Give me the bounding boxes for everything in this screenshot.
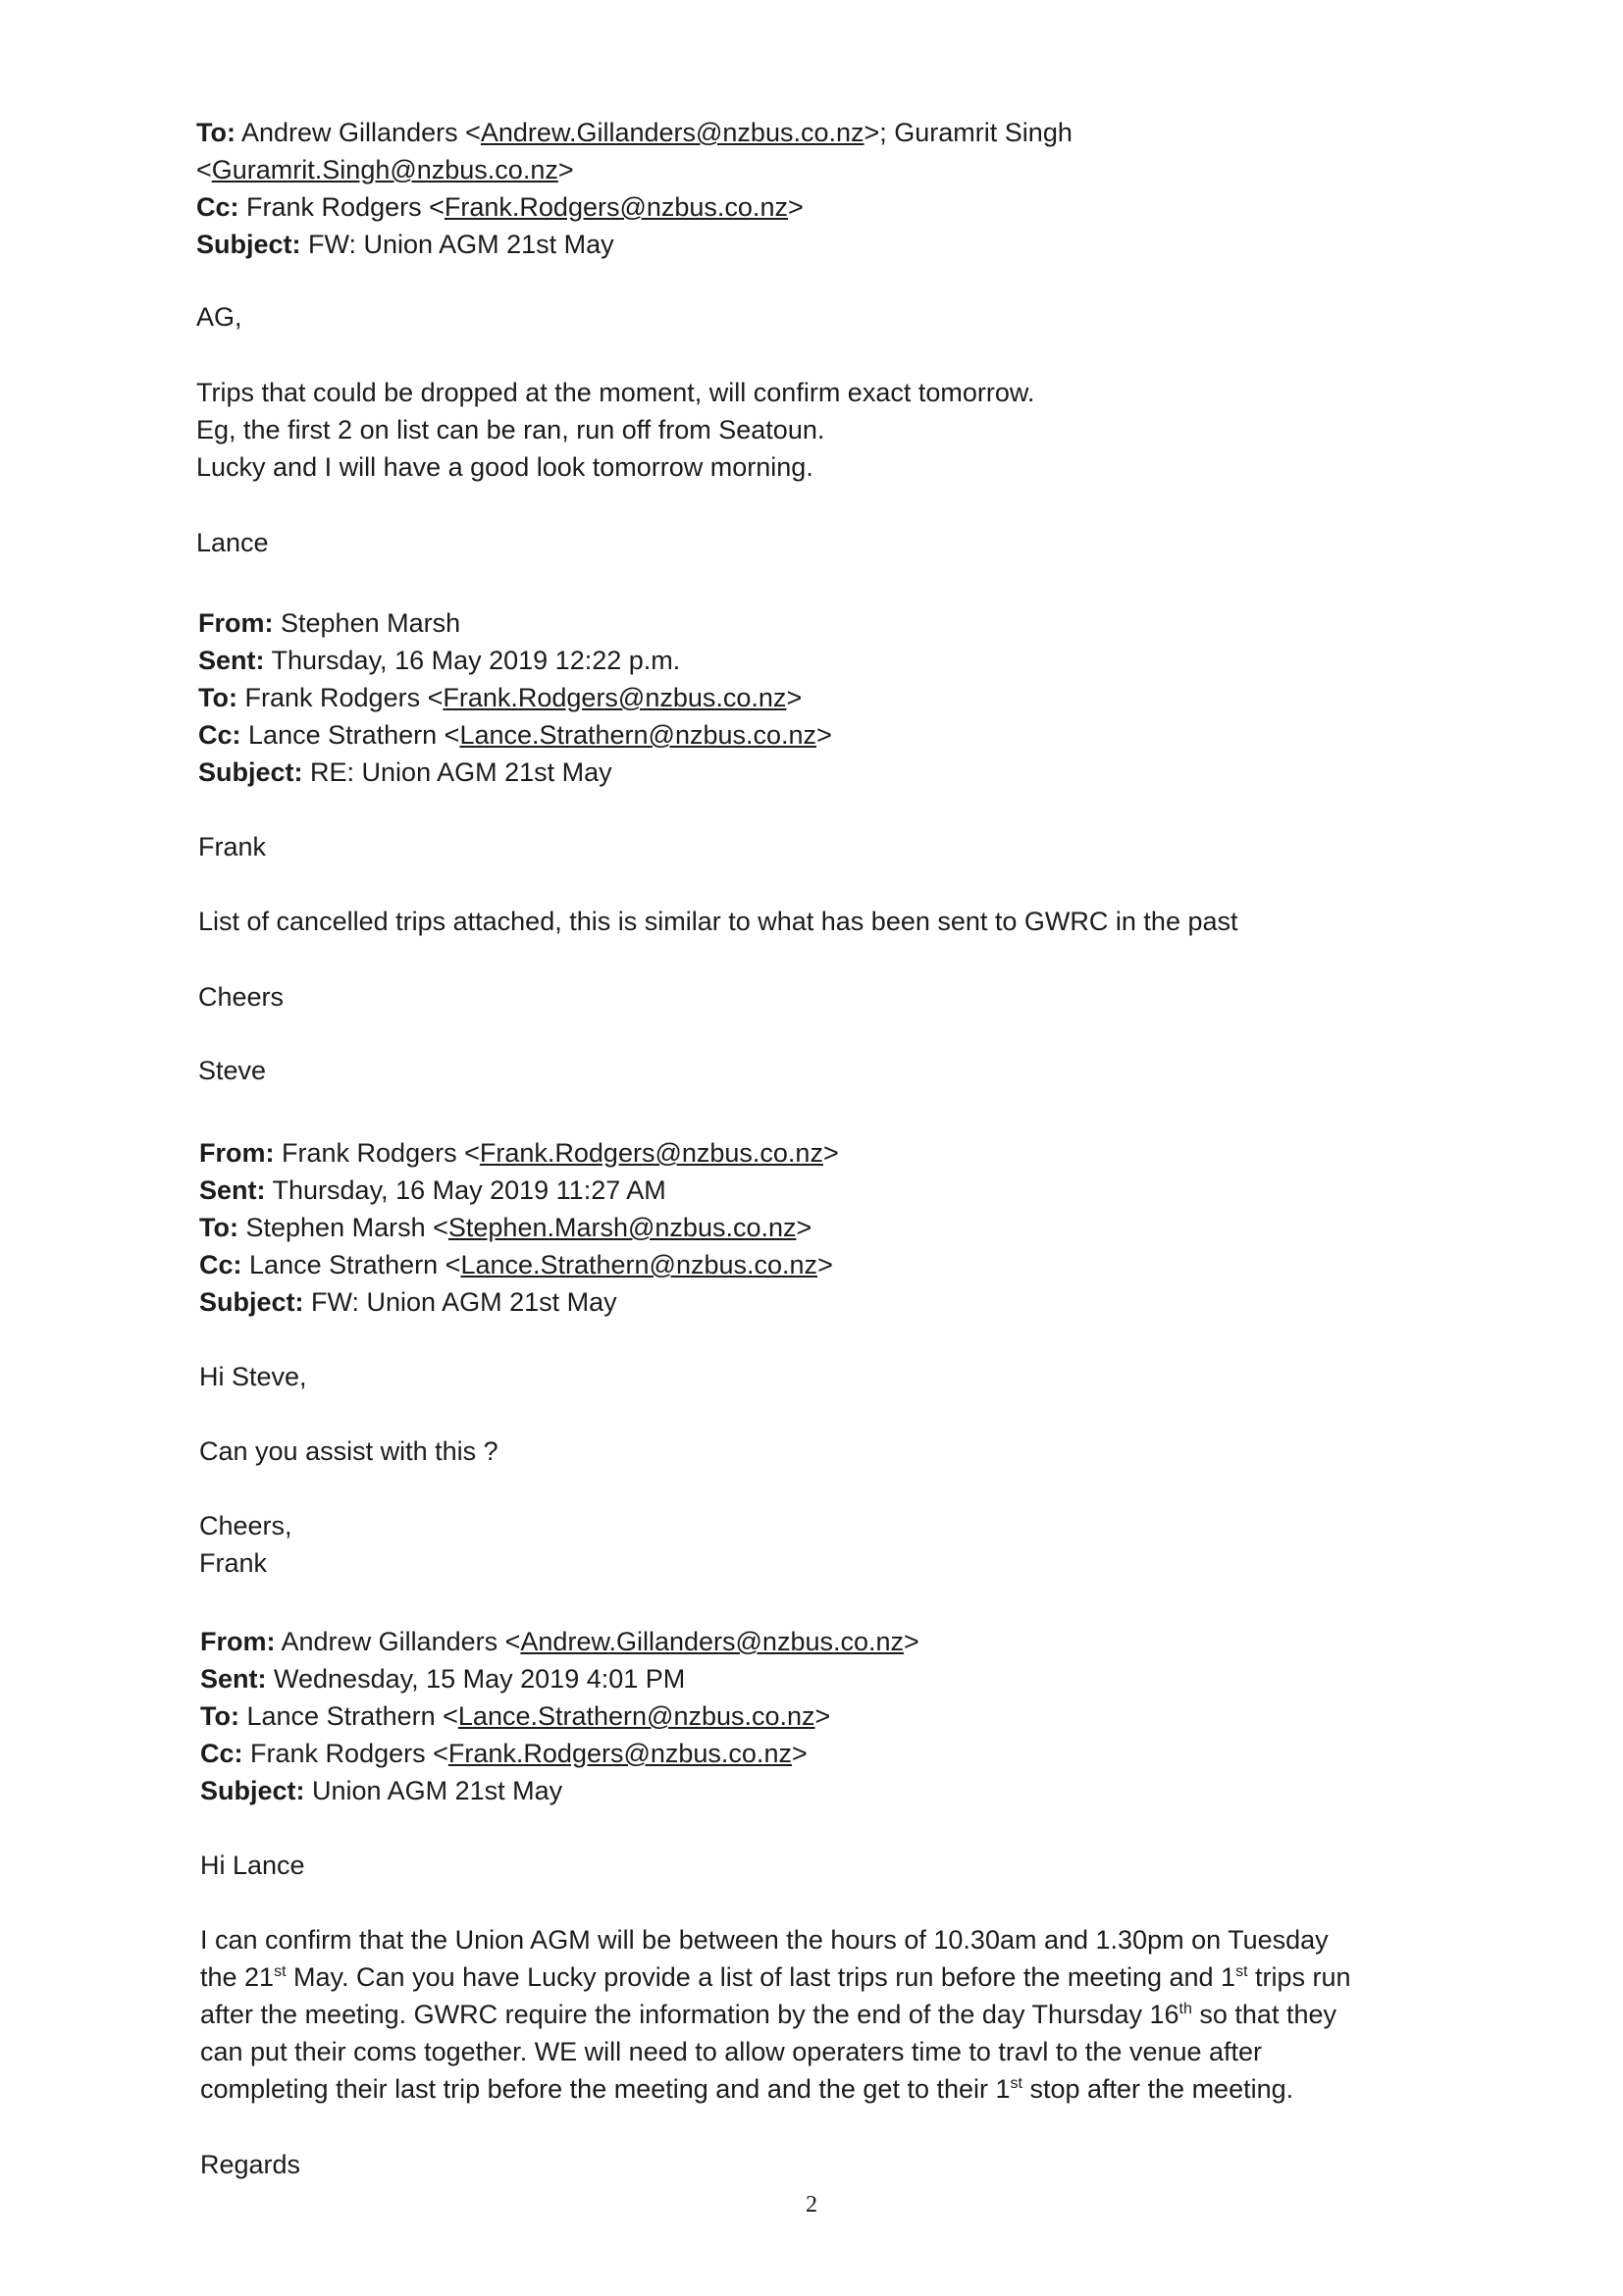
- subject-text: FW: Union AGM 21st May: [311, 1287, 617, 1317]
- from-label: From:: [199, 1138, 275, 1168]
- from-name: Andrew Gillanders: [281, 1627, 498, 1656]
- subject-text: RE: Union AGM 21st May: [310, 757, 612, 787]
- text-run: trips run: [1247, 1962, 1351, 1992]
- text-run: after the meeting. GWRC require the information by the end of the day Thursday 16: [200, 2000, 1179, 2029]
- to-line: To: Stephen Marsh <Stephen.Marsh@nzbus.co.nz>: [199, 1213, 812, 1242]
- text-run: the 21: [200, 1962, 275, 1992]
- to-label: To:: [198, 683, 237, 712]
- to-email-link[interactable]: Stephen.Marsh@nzbus.co.nz: [447, 1213, 797, 1242]
- to-line: To: Lance Strathern <Lance.Strathern@nzbus.co.nz>: [200, 1701, 831, 1731]
- sent-label: Sent:: [200, 1664, 267, 1694]
- to-name-2: Guramrit Singh: [894, 118, 1073, 147]
- sent-date: Wednesday, 15 May 2019 4:01 PM: [274, 1664, 686, 1694]
- body-1-signoff: Steve: [198, 1056, 267, 1085]
- body-0-signoff: Lance: [196, 528, 269, 557]
- sent-date: Thursday, 16 May 2019 12:22 p.m.: [271, 646, 681, 675]
- text-run: completing their last trip before the meeting and and the get to their 1: [200, 2074, 1011, 2104]
- sent-date: Thursday, 16 May 2019 11:27 AM: [272, 1175, 666, 1205]
- from-line: From: Andrew Gillanders <Andrew.Gillanders@nzbus.co.nz>: [200, 1627, 919, 1656]
- from-line: From: Frank Rodgers <Frank.Rodgers@nzbus.co.nz>: [199, 1138, 839, 1168]
- to-line: To: Frank Rodgers <Frank.Rodgers@nzbus.co.nz>: [198, 683, 803, 712]
- cc-email-link[interactable]: Frank.Rodgers@nzbus.co.nz: [444, 192, 788, 222]
- to-line-cont: <Guramrit.Singh@nzbus.co.nz>: [196, 155, 574, 184]
- from-line: [198, 604, 832, 642]
- ordinal-suffix: st: [1010, 2075, 1022, 2092]
- body-3-paragraph: [200, 1921, 1351, 2108]
- cc-name: Lance Strathern: [248, 720, 438, 750]
- cc-name: Frank Rodgers: [250, 1739, 426, 1768]
- cc-line: Cc: Frank Rodgers <Frank.Rodgers@nzbus.co.nz>: [200, 1739, 808, 1768]
- to-email-link[interactable]: Frank.Rodgers@nzbus.co.nz: [443, 683, 787, 712]
- to-label: To:: [200, 1701, 239, 1731]
- body-2-text: Can you assist with this ?: [199, 1436, 498, 1466]
- cc-line: Cc: Lance Strathern <Lance.Strathern@nzbus.co.nz>: [198, 720, 832, 750]
- email-header-2: [199, 1134, 839, 1321]
- to-label: To:: [196, 118, 236, 147]
- to-name: Stephen Marsh: [245, 1213, 426, 1242]
- text-run: stop after the meeting.: [1021, 2074, 1294, 2104]
- body-2-cheers: Cheers,: [199, 1511, 292, 1540]
- body-0-text: [196, 374, 1034, 486]
- body-0-line: Eg, the first 2 on list can be ran, run off from Seatoun.: [196, 415, 825, 444]
- from-email-link[interactable]: Andrew.Gillanders@nzbus.co.nz: [520, 1627, 905, 1656]
- subject-text: FW: Union AGM 21st May: [308, 230, 614, 259]
- body-1-text: List of cancelled trips attached, this is similar to what has been sent to GWRC in the past: [198, 907, 1238, 936]
- to-name: Frank Rodgers: [244, 683, 421, 712]
- body-3-line-2: [200, 1958, 1351, 1996]
- subject-line: [199, 1283, 839, 1321]
- subject-label: Subject:: [200, 1776, 305, 1805]
- body-1-closing: Cheers: [198, 982, 285, 1012]
- subject-label: Subject:: [196, 230, 301, 259]
- subject-label: Subject:: [198, 757, 303, 787]
- body-3-line-3: [200, 1996, 1351, 2033]
- body-2-closing: [199, 1507, 292, 1582]
- to-line: To: Andrew Gillanders <Andrew.Gillanders@nzbus.co.nz>; Guramrit Singh: [196, 118, 1073, 147]
- to-email-2-link[interactable]: Guramrit.Singh@nzbus.co.nz: [211, 155, 558, 184]
- from-label: From:: [200, 1627, 276, 1656]
- subject-line: [198, 754, 832, 791]
- subject-text: Union AGM 21st May: [312, 1776, 563, 1805]
- body-0-line: Trips that could be dropped at the moment, will confirm exact tomorrow.: [196, 378, 1035, 407]
- cc-line: Cc: Lance Strathern <Lance.Strathern@nzbus.co.nz>: [199, 1250, 833, 1279]
- body-2-signoff: Frank: [199, 1548, 268, 1578]
- body-3-greeting: Hi Lance: [200, 1851, 305, 1880]
- cc-email-link[interactable]: Frank.Rodgers@nzbus.co.nz: [447, 1739, 792, 1768]
- to-name-1: Andrew Gillanders: [241, 118, 458, 147]
- body-0-greeting: AG,: [196, 302, 242, 332]
- email-header-3: [200, 1623, 919, 1809]
- email-header-1: [198, 604, 832, 791]
- cc-email-link[interactable]: Lance.Strathern@nzbus.co.nz: [460, 1250, 818, 1279]
- body-2-greeting: Hi Steve,: [199, 1362, 307, 1391]
- ordinal-suffix: st: [1235, 1963, 1248, 1980]
- cc-line: Cc: Frank Rodgers <Frank.Rodgers@nzbus.co.nz>: [196, 192, 804, 222]
- text-run: May. Can you have Lucky provide a list of last trips run before the meeting and 1: [286, 1962, 1236, 1992]
- to-email-link[interactable]: Lance.Strathern@nzbus.co.nz: [457, 1701, 815, 1731]
- body-1-greeting: Frank: [198, 832, 267, 861]
- subject-line: [196, 226, 1073, 263]
- to-name: Lance Strathern: [246, 1701, 436, 1731]
- cc-name: Frank Rodgers: [246, 192, 422, 222]
- sent-line: [200, 1660, 919, 1697]
- sent-line: [198, 642, 832, 679]
- cc-label: Cc:: [199, 1250, 242, 1279]
- email-header-0: [196, 114, 1073, 263]
- cc-label: Cc:: [200, 1739, 243, 1768]
- subject-line: [200, 1772, 919, 1809]
- body-3-line-4: can put their coms together. WE will need to allow operaters time to travl to the venue after: [200, 2037, 1263, 2066]
- body-3-closing: Regards: [200, 2150, 301, 2179]
- cc-email-link[interactable]: Lance.Strathern@nzbus.co.nz: [459, 720, 817, 750]
- ordinal-suffix: st: [274, 1963, 287, 1980]
- sent-label: Sent:: [198, 646, 265, 675]
- subject-label: Subject:: [199, 1287, 304, 1317]
- body-0-line: Lucky and I will have a good look tomorrow morning.: [196, 452, 813, 482]
- cc-label: Cc:: [198, 720, 241, 750]
- to-email-1-link[interactable]: Andrew.Gillanders@nzbus.co.nz: [480, 118, 864, 147]
- from-label: From:: [198, 608, 274, 638]
- page-number: 2: [806, 2192, 817, 2218]
- body-3-line-1: I can confirm that the Union AGM will be between the hours of 10.30am and 1.30pm on Tuesday: [200, 1925, 1329, 1955]
- cc-label: Cc:: [196, 192, 239, 222]
- body-3-line-5: [200, 2070, 1351, 2108]
- from-name: Stephen Marsh: [281, 608, 461, 638]
- ordinal-suffix: th: [1178, 2001, 1192, 2017]
- sent-label: Sent:: [199, 1175, 266, 1205]
- from-email-link[interactable]: Frank.Rodgers@nzbus.co.nz: [479, 1138, 823, 1168]
- from-name: Frank Rodgers: [282, 1138, 457, 1168]
- sent-line: [199, 1172, 839, 1209]
- to-label: To:: [199, 1213, 238, 1242]
- cc-name: Lance Strathern: [249, 1250, 439, 1279]
- text-run: so that they: [1191, 2000, 1336, 2029]
